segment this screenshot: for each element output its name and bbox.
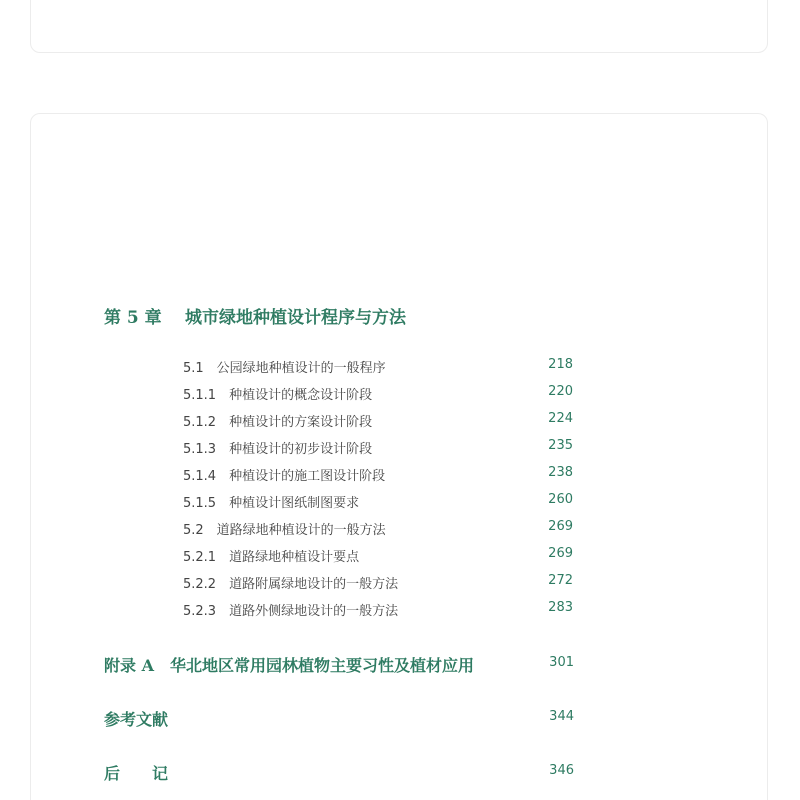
- afterword-label: 后 记: [104, 764, 169, 783]
- toc-entry-page: 238: [548, 465, 573, 480]
- toc-entry-label: 5.2.1 道路绿地种植设计要点: [183, 550, 360, 565]
- toc-entry[interactable]: [183, 438, 573, 458]
- toc-entry[interactable]: [183, 357, 573, 377]
- toc-entry-page: 260: [548, 492, 573, 507]
- toc-entry-page: 218: [548, 357, 573, 372]
- toc-entry-label: 5.1.1 种植设计的概念设计阶段: [183, 388, 373, 403]
- toc-entry-label: 5.2.2 道路附属绿地设计的一般方法: [183, 577, 399, 592]
- appendix-page: 301: [549, 655, 574, 670]
- toc-entry[interactable]: [183, 573, 573, 593]
- references-entry[interactable]: [104, 707, 574, 731]
- toc-entry-page: 272: [548, 573, 573, 588]
- afterword-entry[interactable]: [104, 761, 574, 785]
- toc-entry-label: 5.2 道路绿地种植设计的一般方法: [183, 523, 386, 538]
- toc-entry-page: 220: [548, 384, 573, 399]
- toc-entry[interactable]: [183, 600, 573, 620]
- toc-entry[interactable]: [183, 465, 573, 485]
- toc-entry-page: 283: [548, 600, 573, 615]
- toc-entry[interactable]: [183, 546, 573, 566]
- toc-entry[interactable]: [183, 492, 573, 512]
- references-label: 参考文献: [104, 710, 169, 729]
- toc-entry-label: 5.1.2 种植设计的方案设计阶段: [183, 415, 373, 430]
- toc-entry-page: 269: [548, 546, 573, 561]
- chapter-title: 城市绿地种植设计程序与方法: [185, 308, 406, 328]
- chapter-heading[interactable]: [104, 303, 406, 328]
- afterword-page: 346: [549, 763, 574, 778]
- references-page: 344: [549, 709, 574, 724]
- toc-entry-label: 5.1 公园绿地种植设计的一般程序: [183, 361, 386, 376]
- toc-entry-label: 5.1.4 种植设计的施工图设计阶段: [183, 469, 386, 484]
- toc-entry[interactable]: [183, 384, 573, 404]
- toc-entry[interactable]: [183, 411, 573, 431]
- toc-entry[interactable]: [183, 519, 573, 539]
- appendix-entry[interactable]: [104, 653, 574, 677]
- toc-entry-page: 224: [548, 411, 573, 426]
- previous-page-card: [30, 0, 768, 53]
- toc-entry-label: 5.2.3 道路外侧绿地设计的一般方法: [183, 604, 399, 619]
- toc-entry-label: 5.1.3 种植设计的初步设计阶段: [183, 442, 373, 457]
- chapter-number: 第 5 章: [104, 308, 162, 328]
- toc-entry-label: 5.1.5 种植设计图纸制图要求: [183, 496, 360, 511]
- toc-entry-page: 269: [548, 519, 573, 534]
- toc-entry-page: 235: [548, 438, 573, 453]
- appendix-label: 附录 A 华北地区常用园林植物主要习性及植材应用: [104, 656, 474, 675]
